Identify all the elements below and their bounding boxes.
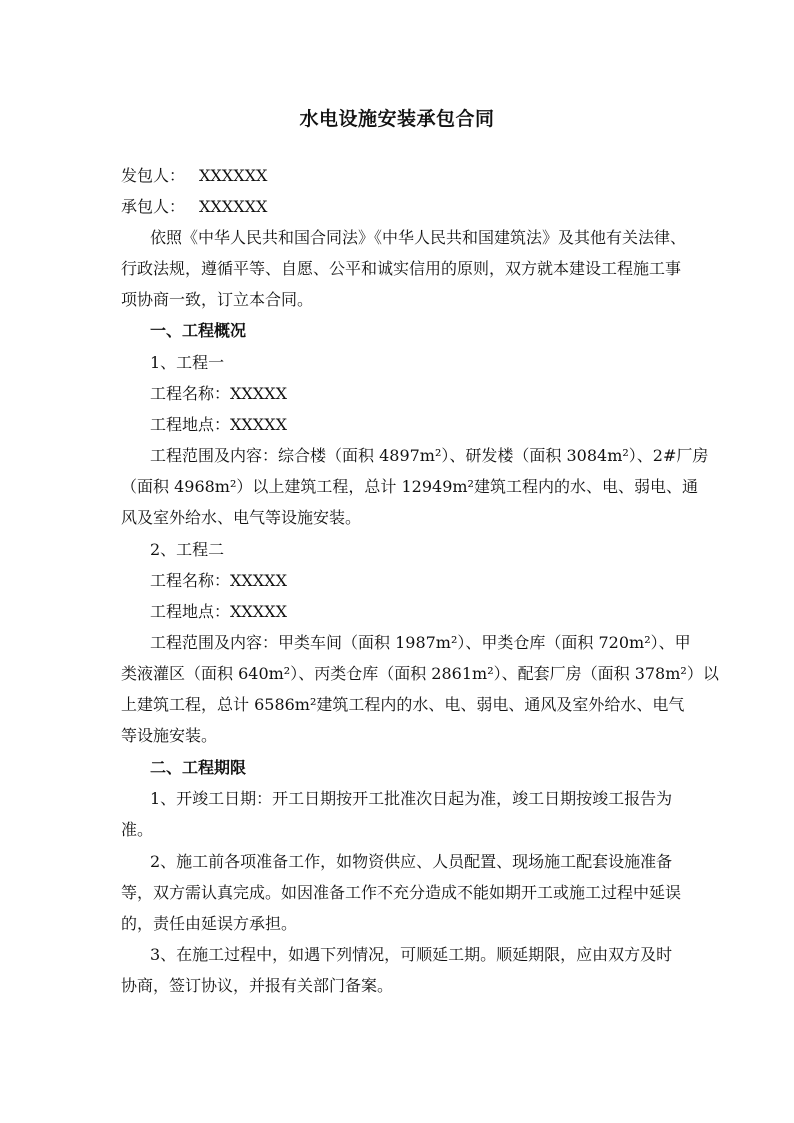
intro-line-2: 行政法规，遵循平等、自愿、公平和诚实信用的原则，双方就本建设工程施工事 — [121, 259, 682, 278]
party-a-row — [121, 166, 267, 186]
party-a-value: XXXXXX — [199, 166, 268, 185]
project-2-location: 工程地点：XXXXX — [150, 602, 287, 621]
term-2-line-1: 2、施工前各项准备工作，如物资供应、人员配置、现场施工配套设施准备 — [150, 852, 673, 871]
term-3-line-1: 3、在施工过程中，如遇下列情况，可顺延工期。顺延期限，应由双方及时 — [150, 945, 673, 964]
project-1-heading: 1、工程一 — [150, 353, 225, 372]
project-1-scope-line-2: （面积 4968m²）以上建筑工程，总计 12949m²建筑工程内的水、电、弱电、通 — [121, 477, 698, 496]
section-1-heading: 一、工程概况 — [150, 321, 247, 340]
section-2-heading: 二、工程期限 — [150, 758, 247, 777]
term-1-line-1: 1、开竣工日期：开工日期按开工批准次日起为准，竣工日期按竣工报告为 — [150, 789, 673, 808]
term-2-line-2: 等，双方需认真完成。如因准备工作不充分造成不能如期开工或施工过程中延误 — [121, 883, 682, 902]
intro-line-3: 项协商一致，订立本合同。 — [121, 290, 314, 309]
document-title: 水电设施安装承包合同 — [299, 108, 495, 130]
project-2-heading: 2、工程二 — [150, 540, 225, 559]
project-2-name: 工程名称：XXXXX — [150, 571, 287, 590]
party-b-row — [121, 197, 267, 217]
intro-line-1: 依照《中华人民共和国合同法》《中华人民共和国建筑法》及其他有关法律、 — [150, 228, 687, 247]
project-2-scope-line-4: 等设施安装。 — [121, 726, 218, 745]
project-2-scope-line-2: 类液灌区（面积 640m²）、丙类仓库（面积 2861m²）、配套厂房（面积 378m²）以 — [121, 664, 719, 683]
party-a-label: 发包人： — [121, 166, 186, 185]
term-3-line-2: 协商，签订协议，并报有关部门备案。 — [121, 976, 394, 995]
project-1-name: 工程名称：XXXXX — [150, 384, 287, 403]
project-1-scope-line-1: 工程范围及内容：综合楼（面积 4897m²）、研发楼（面积 3084m²）、2#厂房 — [150, 446, 709, 465]
project-2-scope-line-1: 工程范围及内容：甲类车间（面积 1987m²）、甲类仓库（面积 720m²）、甲 — [150, 633, 691, 652]
party-b-label: 承包人： — [121, 197, 186, 216]
term-2-line-3: 的，责任由延误方承担。 — [121, 914, 298, 933]
project-2-scope-line-3: 上建筑工程，总计 6586m²建筑工程内的水、电、弱电、通风及室外给水、电气 — [121, 695, 685, 714]
project-1-scope-line-3: 风及室外给水、电气等设施安装。 — [121, 508, 362, 527]
project-1-location: 工程地点：XXXXX — [150, 415, 287, 434]
party-b-value: XXXXXX — [199, 197, 268, 216]
term-1-line-2: 准。 — [121, 820, 154, 839]
